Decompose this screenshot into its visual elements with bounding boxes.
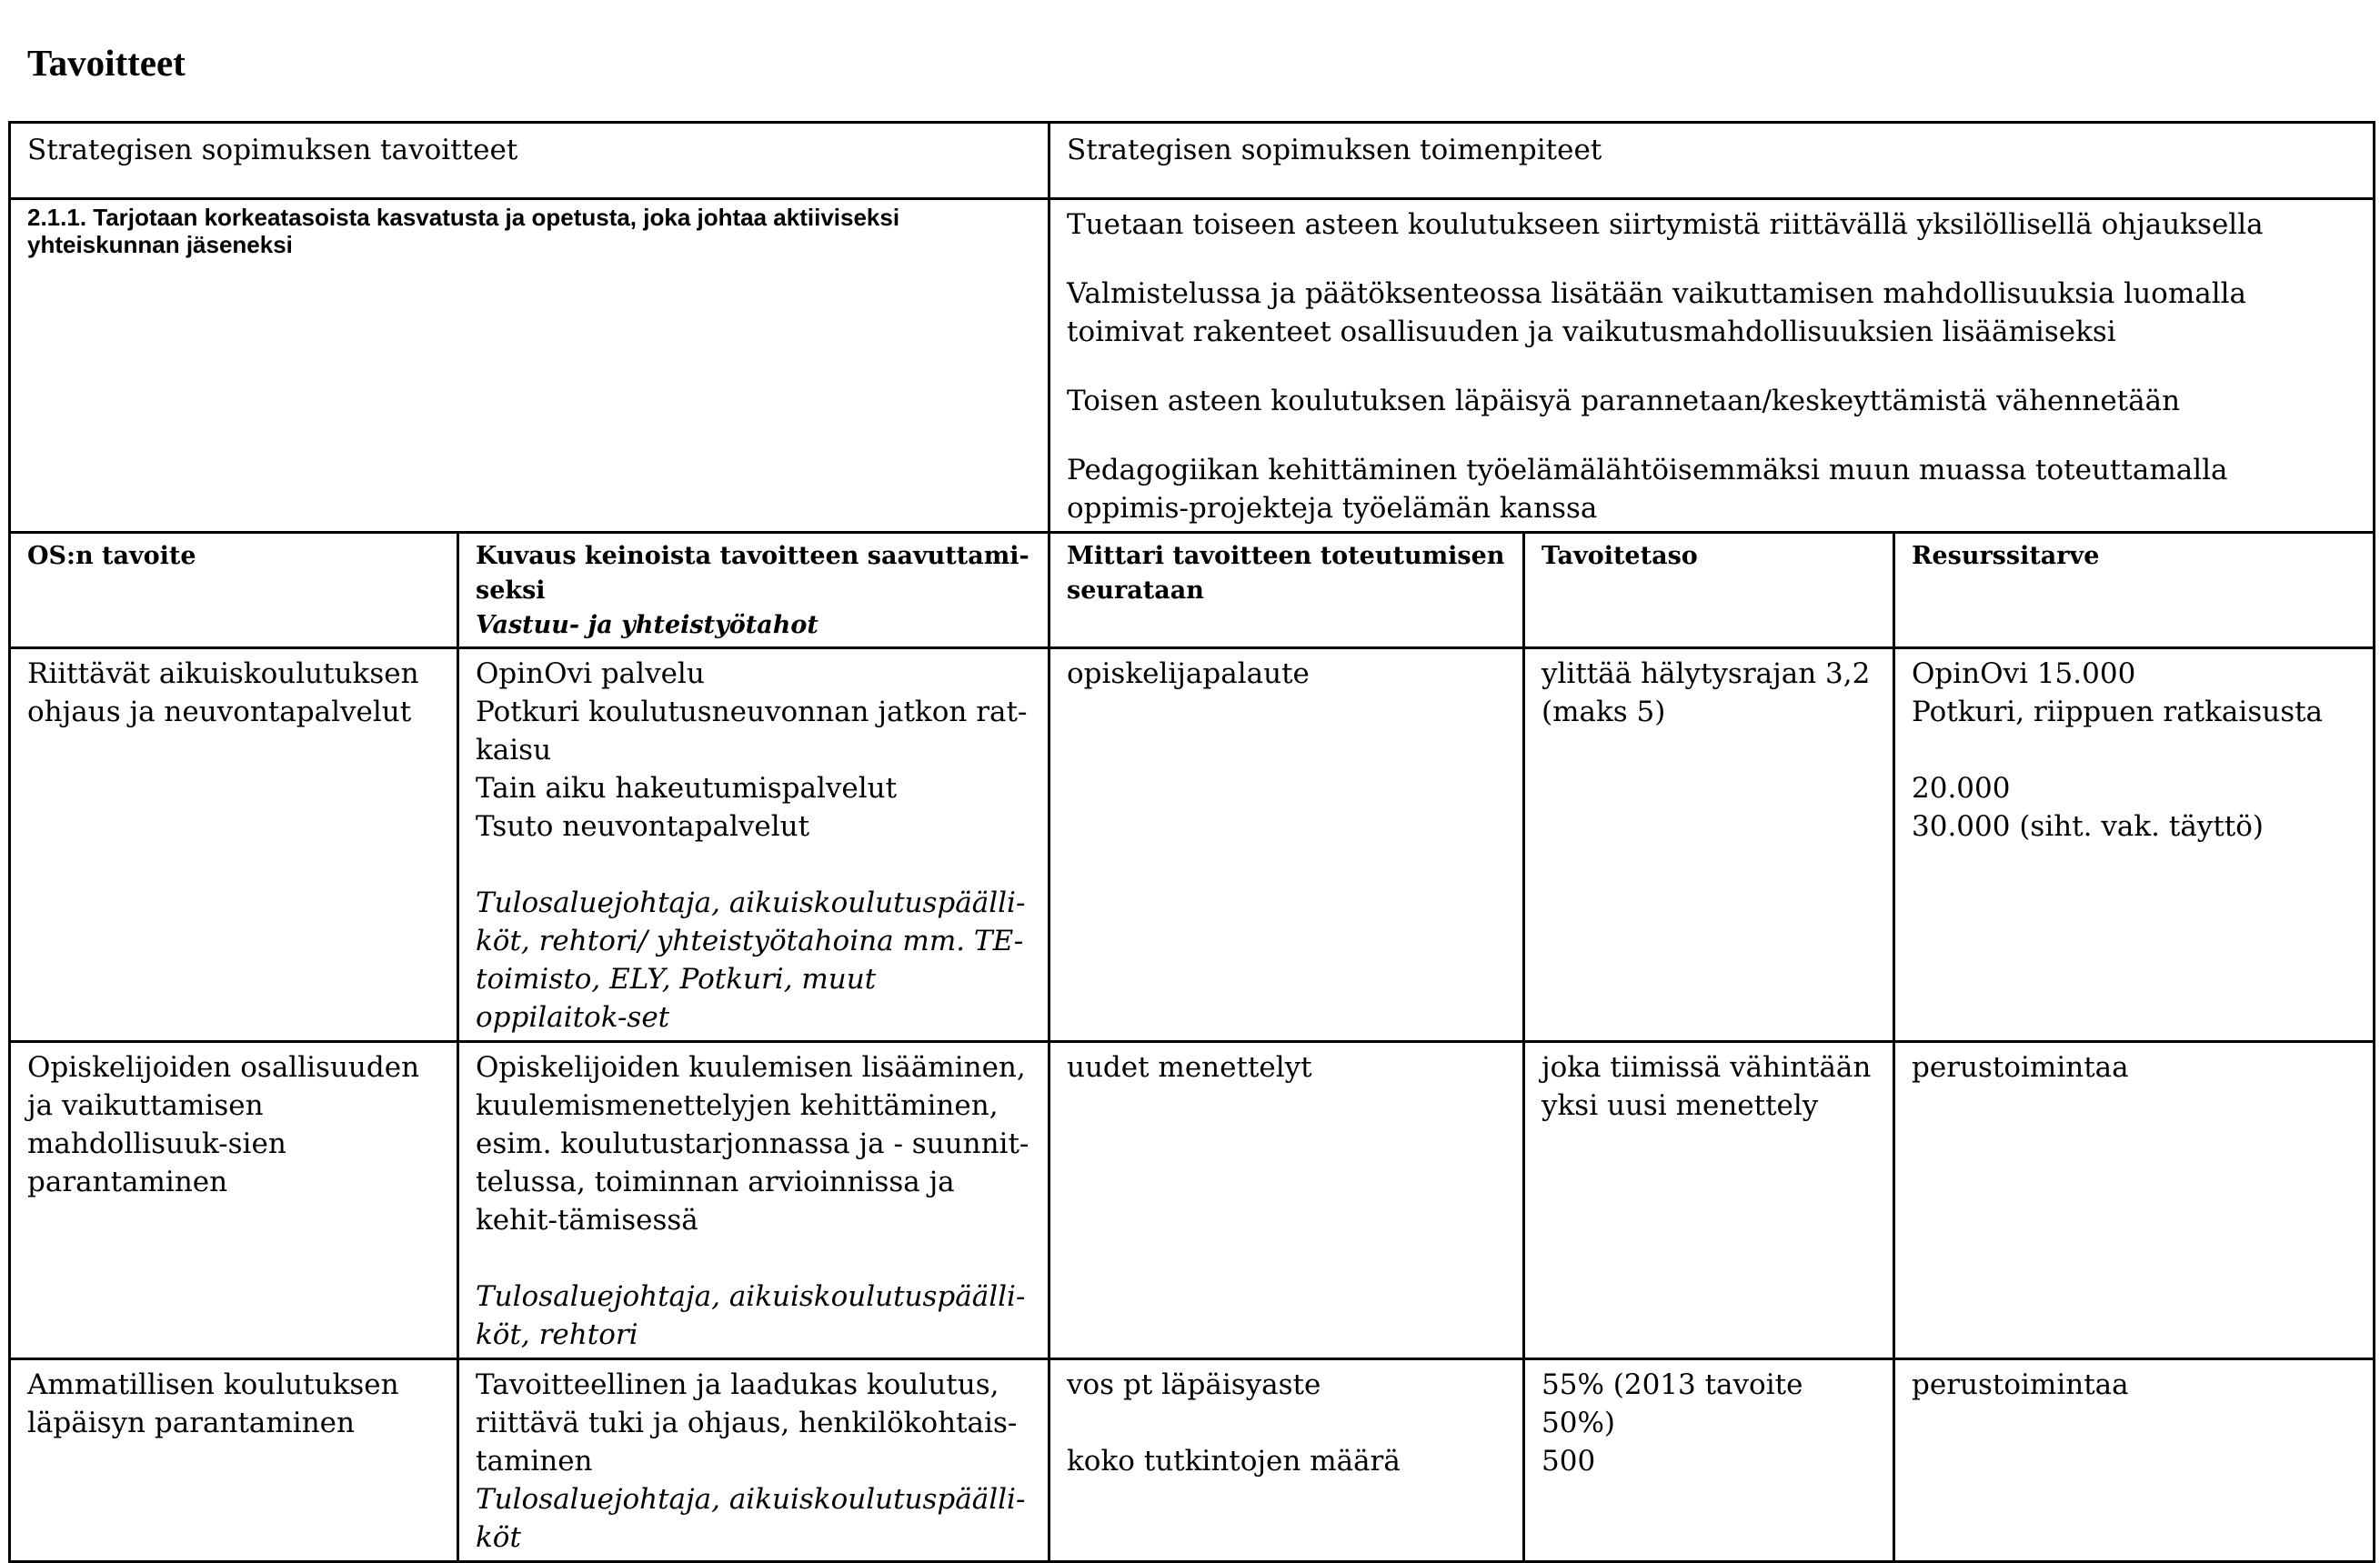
page-title: Tavoitteet: [27, 42, 186, 84]
col-goal-header: OS:n tavoite: [10, 533, 458, 648]
table-row: [10, 1359, 2375, 1562]
target-line: 55% (2013 tavoite 50%): [1541, 1368, 1803, 1439]
row-goal: Riittävät aikuiskoulutuksen ohjaus ja neuvontapalvelut: [10, 648, 458, 1042]
strategy-measure: Tuetaan toiseen asteen koulutukseen siirtymistä riittävällä yksilöllisellä ohjauksella: [1067, 208, 2264, 241]
target-line: 500: [1541, 1445, 1596, 1478]
strategy-measure: Toisen asteen koulutuksen läpäisyä parannetaan/keskeyttämistä vähennetään: [1067, 385, 2181, 417]
col-means-header: [458, 533, 1049, 648]
row-goal: Opiskelijoiden osallisuuden ja vaikuttamisen mahdollisuuk-sien parantaminen: [10, 1042, 458, 1359]
col-target-header: Tavoitetaso: [1524, 533, 1894, 648]
resource-line: OpinOvi 15.000: [1912, 657, 2136, 690]
resource-line: perustoimintaa: [1912, 1368, 2129, 1401]
means-line: OpinOvi palvelu: [476, 657, 705, 690]
metric-line: uudet menettelyt: [1067, 1051, 1312, 1084]
row-means: [458, 1359, 1049, 1562]
column-header-row: [10, 533, 2375, 648]
row-metric: [1049, 1359, 1524, 1562]
row-metric: [1049, 648, 1524, 1042]
row-means: [458, 1042, 1049, 1359]
resource-line: perustoimintaa: [1912, 1051, 2129, 1084]
row-metric: [1049, 1042, 1524, 1359]
col-means-label: Kuvaus keinoista tavoitteen saavuttami-seksi: [476, 542, 1029, 605]
table-row: [10, 1042, 2375, 1359]
col-resources-header: Resurssitarve: [1894, 533, 2375, 648]
header-strategic-measures: Strategisen sopimuksen toimenpiteet: [1049, 123, 2375, 199]
metric-line: koko tutkintojen määrä: [1067, 1445, 1401, 1478]
header-strategic-goals: Strategisen sopimuksen tavoitteet: [10, 123, 1049, 199]
row-means: [458, 648, 1049, 1042]
strategy-measure: Valmistelussa ja päätöksenteossa lisätään vaikuttamisen mahdollisuuksia luomalla toimivat rakenteet osallisuuden ja vaikutusmahdollisuuksien lisäämiseksi: [1067, 277, 2247, 348]
responsible-text: Tulosaluejohtaja, aikuiskoulutuspäälli-köt: [476, 1483, 1026, 1554]
resource-line: 20.000: [1912, 772, 2011, 805]
strategy-row: [10, 199, 2375, 533]
row-goal: Ammatillisen koulutuksen läpäisyn parantaminen: [10, 1359, 458, 1562]
responsible-text: Tulosaluejohtaja, aikuiskoulutuspäälli-köt, rehtori/ yhteistyötahoina mm. TE-toimisto, ELY, Potkuri, muut oppilaitok-set: [476, 887, 1026, 1034]
target-line: joka tiimissä vähintään yksi uusi menettely: [1541, 1051, 1872, 1122]
target-line: ylittää hälytysrajan 3,2 (maks 5): [1541, 657, 1871, 728]
row-target: [1524, 1042, 1894, 1359]
means-line: Tavoitteellinen ja laadukas koulutus, riittävä tuki ja ohjaus, henkilökohtais-taminen: [476, 1368, 1018, 1478]
means-line: Tsuto neuvontapalvelut: [476, 810, 810, 843]
col-metric-header: Mittari tavoitteen toteutumisen seurataan: [1049, 533, 1524, 648]
responsible-text: Tulosaluejohtaja, aikuiskoulutuspäälli-köt, rehtori: [476, 1280, 1026, 1351]
strategy-measure: Pedagogiikan kehittäminen työelämälähtöisemmäksi muun muassa toteuttamalla oppimis-projekteja työelämän kanssa: [1067, 454, 2228, 525]
col-responsible-label: Vastuu- ja yhteistyötahot: [476, 611, 818, 639]
table-row: [10, 648, 2375, 1042]
row-target: [1524, 648, 1894, 1042]
metric-line: vos pt läpäisyaste: [1067, 1368, 1321, 1401]
means-line: Tain aiku hakeutumispalvelut: [476, 772, 898, 805]
row-resources: [1894, 1042, 2375, 1359]
resource-line: 30.000 (siht. vak. täyttö): [1912, 810, 2264, 843]
row-resources: [1894, 648, 2375, 1042]
row-resources: [1894, 1359, 2375, 1562]
resource-line: Potkuri, riippuen ratkaisusta: [1912, 696, 2324, 728]
strategy-measures: [1049, 199, 2375, 533]
metric-line: opiskelijapalaute: [1067, 657, 1310, 690]
row-target: [1524, 1359, 1894, 1562]
table-header-row: [10, 123, 2375, 199]
strategy-goal: 2.1.1. Tarjotaan korkeatasoista kasvatusta ja opetusta, joka johtaa aktiiviseksi yhteiskunnan jäseneksi: [10, 199, 1049, 533]
goals-table: [8, 121, 2375, 1563]
means-line: Potkuri koulutusneuvonnan jatkon rat-kaisu: [476, 696, 1028, 766]
means-line: Opiskelijoiden kuulemisen lisääminen, kuulemismenettelyjen kehittäminen, esim. koulutustarjonnassa ja - suunnit-telussa, toiminnan arvioinnissa ja kehit-tämisessä: [476, 1051, 1029, 1237]
